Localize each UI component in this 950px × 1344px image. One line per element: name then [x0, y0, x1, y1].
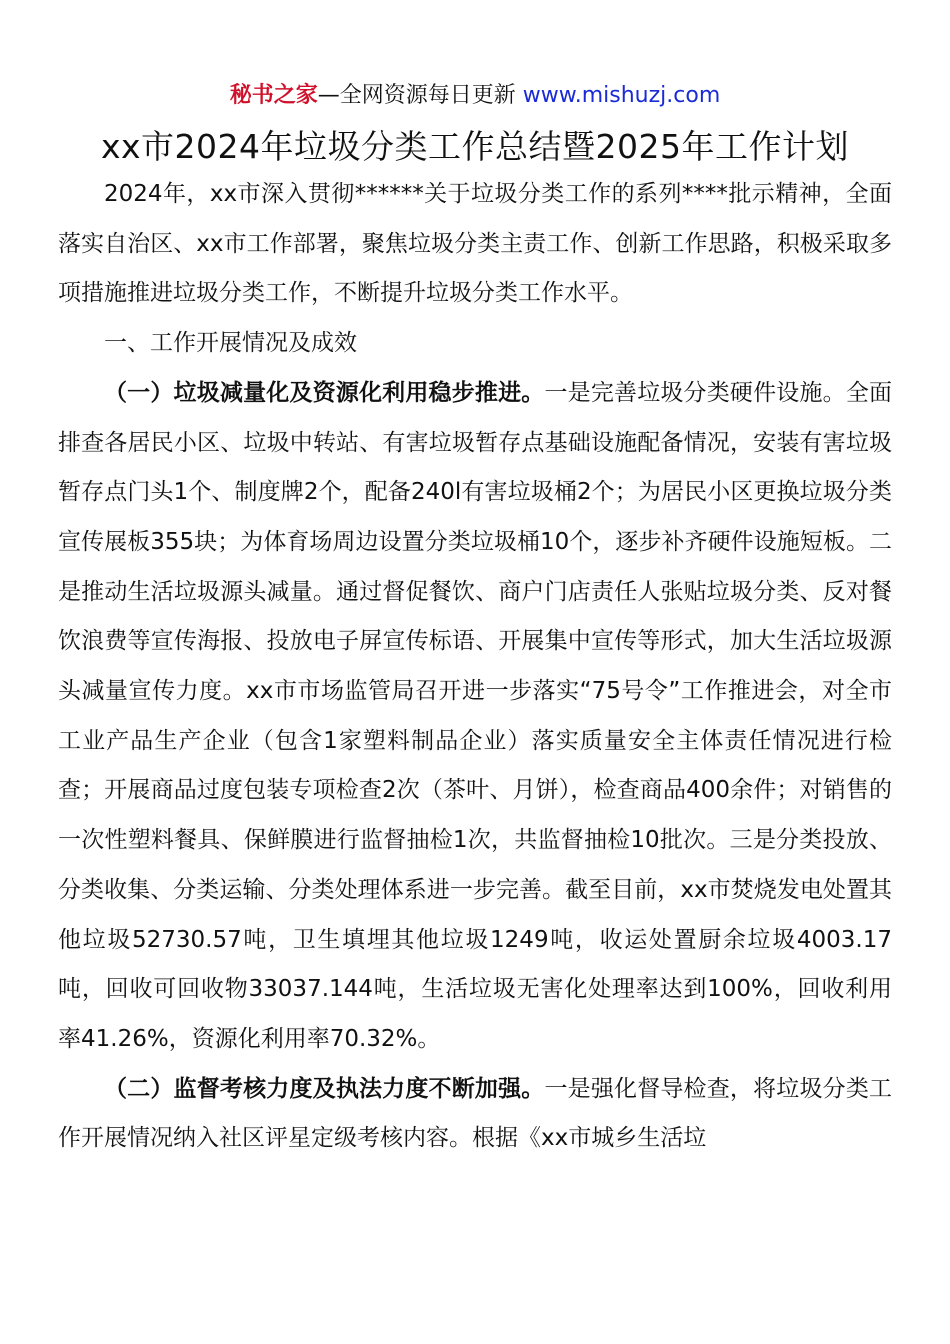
document-title: xx市2024年垃圾分类工作总结暨2025年工作计划 — [100, 127, 850, 166]
paragraph-2-lead: （二）监督考核力度及执法力度不断加强。 — [104, 1075, 545, 1102]
paragraph-2 — [58, 1065, 892, 1164]
site-url-link[interactable]: www.mishuzj.com — [522, 83, 721, 108]
site-tagline: —全网资源每日更新 — [317, 83, 523, 108]
section-heading: 一、工作开展情况及成效 — [104, 330, 357, 357]
site-name: 秘书之家 — [229, 83, 318, 108]
site-header — [0, 80, 950, 112]
paragraph-1-body: 一是完善垃圾分类硬件设施。全面排查各居民小区、垃圾中转站、有害垃圾暂存点基础设施配备情况，安装有害垃圾暂存点门头1个、制度牌2个，配备240l有害垃圾桶2个；为居民小区更换垃圾分类宣传展板355块；为体育场周边设置分类垃圾桶10个，逐步补齐硬件设施短板。二是推动生活垃圾源头减量。通过督促餐饮、商户门店责任人张贴垃圾分类、反对餐饮浪费等宣传海报、投放电子屏宣传标语、开展集中宣传等形式，加大生活垃圾源头减量宣传力度。xx市市场监管局召开进一步落实“75号令”工作推进会，对全市工业产品生产企业（包含1家塑料制品企业）落实质量安全主体责任情况进行检查；开展商品过度包装专项检查2次（茶叶、月饼），检查商品400余件；对销售的一次性塑料餐具、保鲜膜进行监督抽检1次，共监督抽检10批次。三是分类投放、分类收集、分类运输、分类处理体系进一步完善。截至目前，xx市焚烧发电处置其他垃圾52730.57吨，卫生填埋其他垃圾1249吨，收运处置厨余垃圾4003.17吨，回收可回收物33037.144吨，生活垃圾无害化处理率达到100%，回收利用率41.26%，资源化利用率70.32%。 — [58, 379, 893, 1052]
intro-paragraph: 2024年，xx市深入贯彻******关于垃圾分类工作的系列****批示精神，全面落实自治区、xx市工作部署，聚焦垃圾分类主责工作、创新工作思路，积极采取多项措施推进垃圾分类工作，不断提升垃圾分类工作水平。 — [58, 181, 892, 307]
paragraph-1-lead: （一）垃圾减量化及资源化利用稳步推进。 — [104, 379, 545, 406]
paragraph-2-body: 一是强化督导检查，将垃圾分类工作开展情况纳入社区评星定级考核内容。根据《xx市城乡生活垃 — [58, 1075, 893, 1152]
document-body — [58, 170, 892, 1164]
paragraph-1 — [58, 369, 892, 1065]
